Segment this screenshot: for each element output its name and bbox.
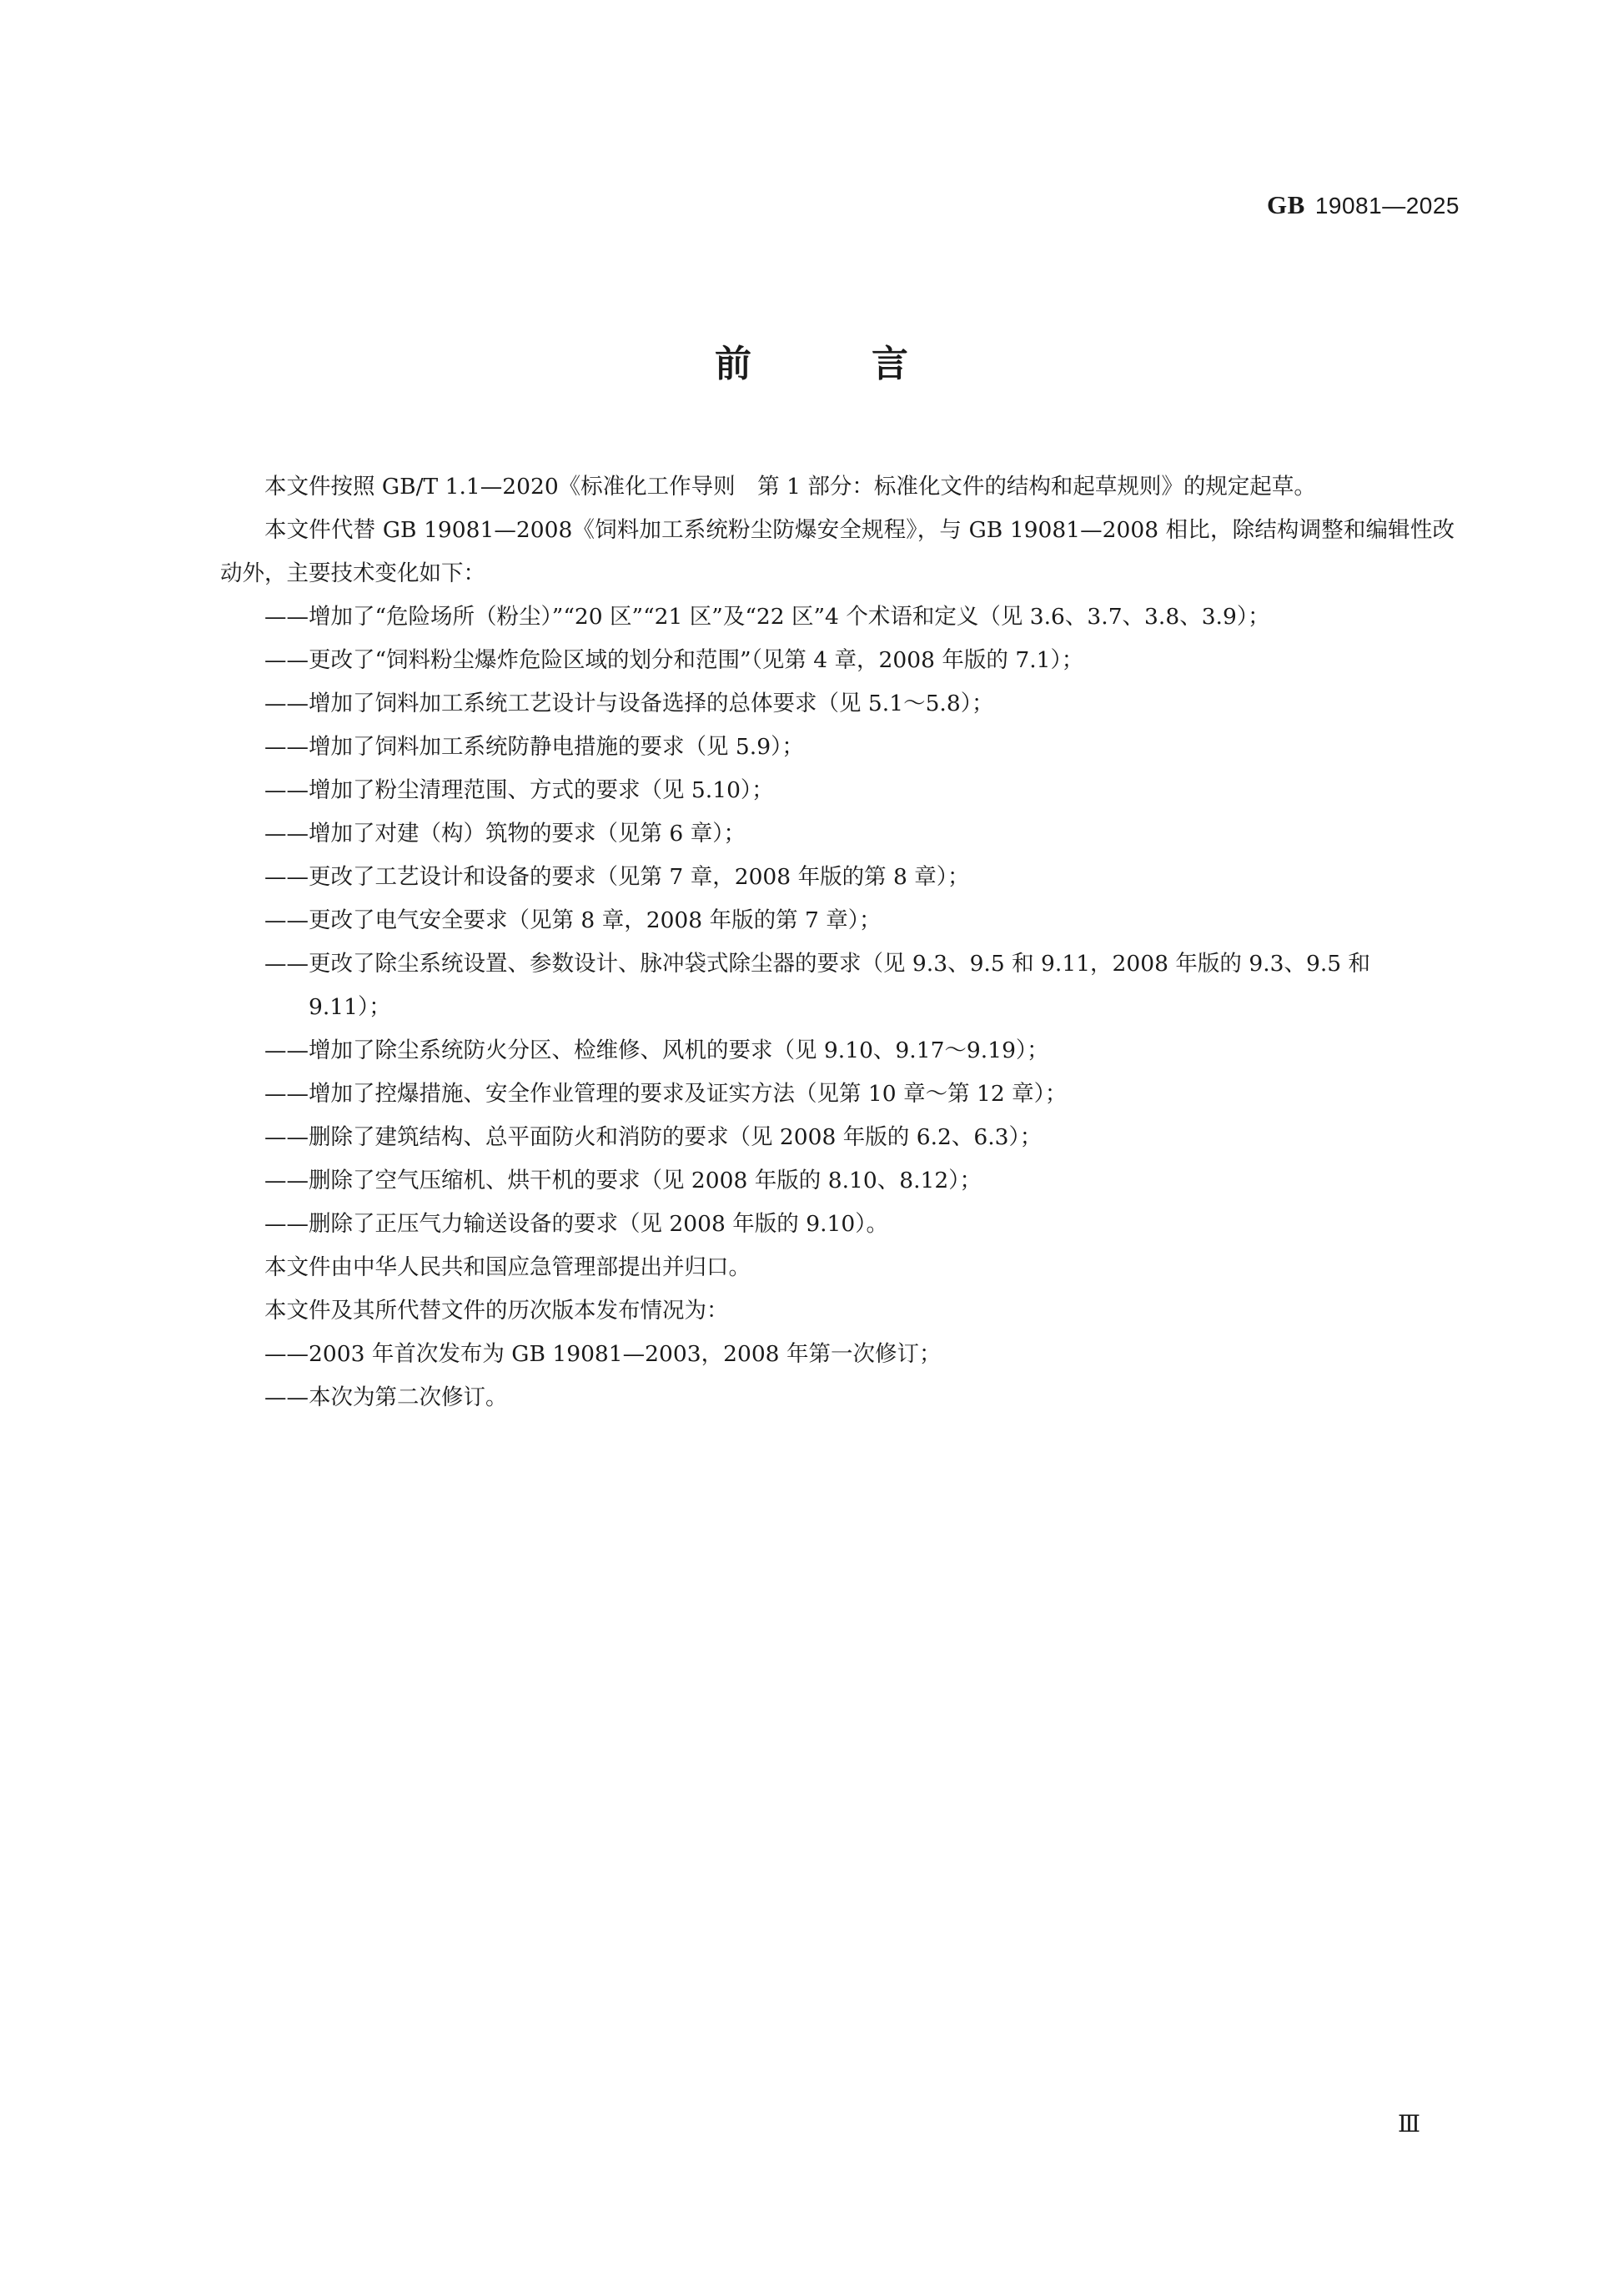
list-item-text: 本次为第二次修订。 <box>309 1384 508 1410</box>
list-item <box>220 812 1455 856</box>
list-item-text: 更改了电气安全要求（见第 8 章，2008 年版的第 7 章）； <box>309 907 882 933</box>
list-item-text: 增加了“危险场所（粉尘）”“20 区”“21 区”及“22 区”4 个术语和定义（见 3.6、3.7、3.8、3.9）； <box>309 604 1270 630</box>
standard-code-header <box>1267 190 1460 220</box>
dash-marker: —— <box>264 1168 309 1193</box>
list-item-text: 增加了对建（构）筑物的要求（见第 6 章）； <box>309 821 746 847</box>
dash-marker: —— <box>264 604 309 630</box>
dash-marker: —— <box>264 1341 309 1367</box>
dash-marker: —— <box>264 907 309 933</box>
list-item-text: 增加了控爆措施、安全作业管理的要求及证实方法（见第 10 章～第 12 章）； <box>309 1081 1068 1107</box>
list-item <box>220 1333 1455 1376</box>
dash-marker: —— <box>264 777 309 803</box>
page-number: Ⅲ <box>1398 2112 1421 2138</box>
paragraph-drafting-basis: 本文件按照 GB/T 1.1—2020《标准化工作导则 第 1 部分：标准化文件的结构和起草规则》的规定起草。 <box>264 474 1316 500</box>
list-item <box>220 726 1455 769</box>
list-item-text: 增加了粉尘清理范围、方式的要求（见 5.10）； <box>309 777 774 803</box>
dash-marker: —— <box>264 864 309 890</box>
dash-marker: —— <box>264 1081 309 1107</box>
dash-marker: —— <box>264 647 309 673</box>
paragraph-replacement: 本文件代替 GB 19081—2008《饲料加工系统粉尘防爆安全规程》，与 GB 19081—2008 相比，除结构调整和编辑性改动外，主要技术变化如下： <box>220 517 1455 586</box>
paragraph-history-intro: 本文件及其所代替文件的历次版本发布情况为： <box>264 1298 729 1324</box>
dash-marker: —— <box>264 1211 309 1237</box>
page-title <box>0 334 1623 387</box>
list-item <box>220 769 1455 812</box>
dash-marker: —— <box>264 1037 309 1063</box>
list-item-text: 增加了除尘系统防火分区、检维修、风机的要求（见 9.10、9.17～9.19）； <box>309 1037 1049 1063</box>
list-item <box>220 1116 1455 1159</box>
standard-prefix: GB <box>1267 190 1305 219</box>
list-item <box>220 1203 1455 1246</box>
list-item-text: 增加了饲料加工系统防静电措施的要求（见 5.9）； <box>309 734 804 760</box>
list-item <box>220 1029 1455 1073</box>
list-item-text: 2003 年首次发布为 GB 19081—2003，2008 年第一次修订； <box>309 1341 942 1367</box>
paragraph-proposer: 本文件由中华人民共和国应急管理部提出并归口。 <box>264 1254 751 1280</box>
list-item-text: 更改了工艺设计和设备的要求（见第 7 章，2008 年版的第 8 章）； <box>309 864 970 890</box>
list-item-text: 删除了空气压缩机、烘干机的要求（见 2008 年版的 8.10、8.12）； <box>309 1168 982 1193</box>
dash-marker: —— <box>264 1384 309 1410</box>
dash-marker: —— <box>264 691 309 716</box>
list-item <box>220 1376 1455 1419</box>
list-item-text: 更改了“饲料粉尘爆炸危险区域的划分和范围”（见第 4 章，2008 年版的 7.1）； <box>309 647 1084 673</box>
dash-marker: —— <box>264 821 309 847</box>
list-item <box>220 639 1455 682</box>
list-item-text: 删除了建筑结构、总平面防火和消防的要求（见 2008 年版的 6.2、6.3）； <box>309 1124 1043 1150</box>
dash-marker: —— <box>264 734 309 760</box>
list-item-text: 增加了饲料加工系统工艺设计与设备选择的总体要求（见 5.1～5.8）； <box>309 691 994 716</box>
list-item <box>220 595 1455 639</box>
version-history-list <box>220 1333 1455 1419</box>
title-char-1: 前 <box>715 343 751 385</box>
list-item <box>220 1159 1455 1203</box>
list-item-text: 删除了正压气力输送设备的要求（见 2008 年版的 9.10）。 <box>309 1211 888 1237</box>
technical-changes-list <box>220 595 1455 1246</box>
standard-number: 19081—2025 <box>1314 193 1460 219</box>
list-item-text: 更改了除尘系统设置、参数设计、脉冲袋式除尘器的要求（见 9.3、9.5 和 9.11，2008 年版的 9.3、9.5 和 9.11）； <box>309 951 1371 1020</box>
list-item <box>220 682 1455 726</box>
list-item <box>220 899 1455 942</box>
dash-marker: —— <box>264 1124 309 1150</box>
dash-marker: —— <box>264 951 309 977</box>
list-item <box>220 942 1455 1029</box>
list-item <box>220 856 1455 899</box>
list-item <box>220 1073 1455 1116</box>
title-char-2: 言 <box>872 343 908 385</box>
foreword-body <box>220 465 1455 1419</box>
